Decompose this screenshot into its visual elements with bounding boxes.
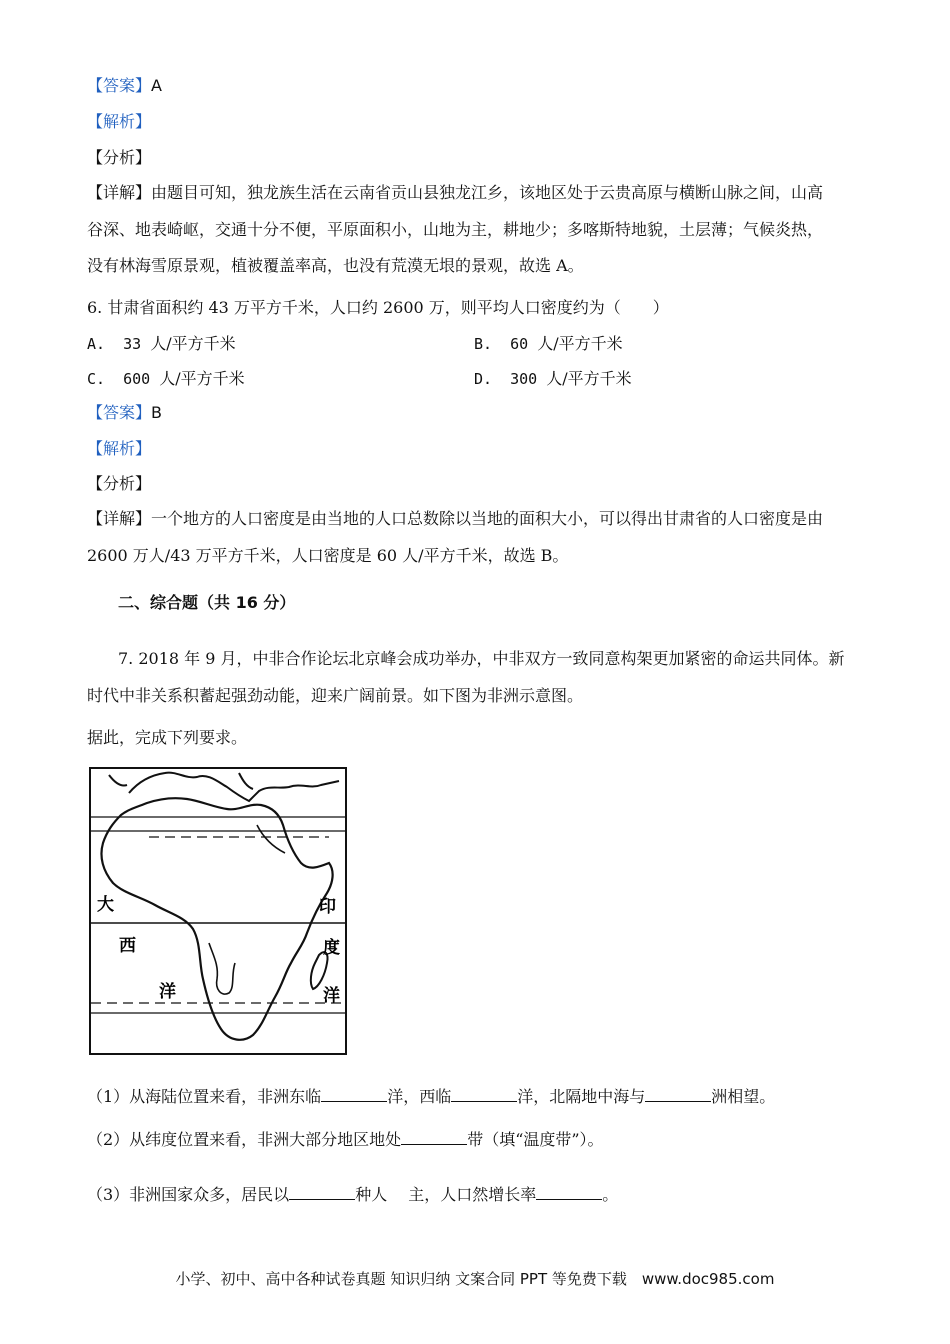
detail-line-1 <box>87 182 823 204</box>
analysis-tag-5: 【解析】 <box>87 112 152 131</box>
answer-line-6 <box>87 402 162 424</box>
option-num: 33 <box>123 335 142 353</box>
detail-line-6b: 2600 万人/43 万平方千米，人口密度是 60 人/平方千米，故选 B。 <box>87 546 569 565</box>
africa-map <box>89 767 347 1055</box>
answer-value: B <box>151 403 162 422</box>
sub-text: 。 <box>602 1185 619 1204</box>
detail-line-2: 谷深、地表崎岖，交通十分不便，平原面积小，山地为主，耕地少；多喀斯特地貌，土层薄；气候炎热， <box>87 220 824 239</box>
detail-line-6a <box>87 508 823 530</box>
detail-text: 由题目可知，独龙族生活在云南省贡山县独龙江乡，该地区处于云贵高原与横断山脉之间，山高 <box>151 183 824 202</box>
sub-text: 带（填“温度带”）。 <box>467 1130 604 1149</box>
question-6-stem: 6. 甘肃省面积约 43 万平方千米，人口约 2600 万，则平均人口密度约为（ ） <box>87 298 669 317</box>
detail-line-3: 没有林海雪原景观，植被覆盖率高，也没有荒漠无垠的景观，故选 A。 <box>87 256 584 275</box>
section-heading: 二、综合题（共 16 分） <box>118 593 296 612</box>
answer-tag: 【答案】 <box>87 403 152 422</box>
option-unit: 人/平方千米 <box>546 369 632 388</box>
page-footer: 小学、初中、高中各种试卷真题 知识归纳 文案合同 PPT 等免费下载 www.doc985.com <box>175 1270 775 1288</box>
fill-blank[interactable] <box>645 1087 711 1102</box>
fill-blank[interactable] <box>321 1087 387 1102</box>
map-label-atlantic: 洋 <box>159 982 176 1002</box>
option-key: A. <box>87 335 106 353</box>
sub-text: （2）从纬度位置来看，非洲大部分地区地处 <box>87 1130 402 1149</box>
option-num: 600 <box>123 370 151 388</box>
fenxi-tag-5: 【分析】 <box>87 148 152 167</box>
fill-blank[interactable] <box>401 1130 467 1145</box>
option-key: C. <box>87 370 106 388</box>
option-unit: 人/平方千米 <box>537 334 623 353</box>
analysis-tag-6: 【解析】 <box>87 439 152 458</box>
option-key: D. <box>474 370 493 388</box>
option-c <box>87 368 245 390</box>
answer-value: A <box>151 76 162 95</box>
sub-text: 洋，北隔地中海与 <box>517 1087 646 1106</box>
map-label-atlantic: 西 <box>119 936 136 956</box>
option-num: 300 <box>510 370 538 388</box>
answer-line-5 <box>87 75 162 97</box>
fill-blank[interactable] <box>536 1185 602 1200</box>
question-7-stem-1: 7. 2018 年 9 月，中非合作论坛北京峰会成功举办，中非双方一致同意构架更加紧密的命运共同体。新 <box>118 649 845 668</box>
map-label-indian: 印 <box>319 897 336 917</box>
option-b <box>474 333 623 355</box>
sub-text: 洲相望。 <box>711 1087 776 1106</box>
detail-tag: 【详解】 <box>87 183 152 202</box>
fill-blank[interactable] <box>451 1087 517 1102</box>
fill-blank[interactable] <box>289 1185 355 1200</box>
option-num: 60 <box>510 335 529 353</box>
option-unit: 人/平方千米 <box>159 369 245 388</box>
sub-text: （3）非洲国家众多，居民以 <box>87 1185 290 1204</box>
detail-tag: 【详解】 <box>87 509 152 528</box>
question-7-stem-2: 时代中非关系积蓄起强劲动能，迎来广阔前景。如下图为非洲示意图。 <box>87 686 584 705</box>
answer-tag: 【答案】 <box>87 76 152 95</box>
sub-text: 种人 主，人口然增长率 <box>355 1185 537 1204</box>
map-label-indian: 洋 <box>323 986 340 1006</box>
option-d <box>474 368 632 390</box>
sub-question-2 <box>87 1129 604 1151</box>
sub-text: （1）从海陆位置来看，非洲东临 <box>87 1087 322 1106</box>
sub-question-1 <box>87 1086 775 1108</box>
detail-text: 一个地方的人口密度是由当地的人口总数除以当地的面积大小，可以得出甘肃省的人口密度是由 <box>151 509 824 528</box>
map-label-atlantic: 大 <box>97 895 114 915</box>
fenxi-tag-6: 【分析】 <box>87 474 152 493</box>
option-a <box>87 333 236 355</box>
sub-text: 洋，西临 <box>387 1087 452 1106</box>
option-unit: 人/平方千米 <box>150 334 236 353</box>
map-label-indian: 度 <box>323 938 340 958</box>
sub-question-3 <box>87 1184 618 1206</box>
question-7-instruction: 据此，完成下列要求。 <box>87 728 248 747</box>
option-key: B. <box>474 335 493 353</box>
